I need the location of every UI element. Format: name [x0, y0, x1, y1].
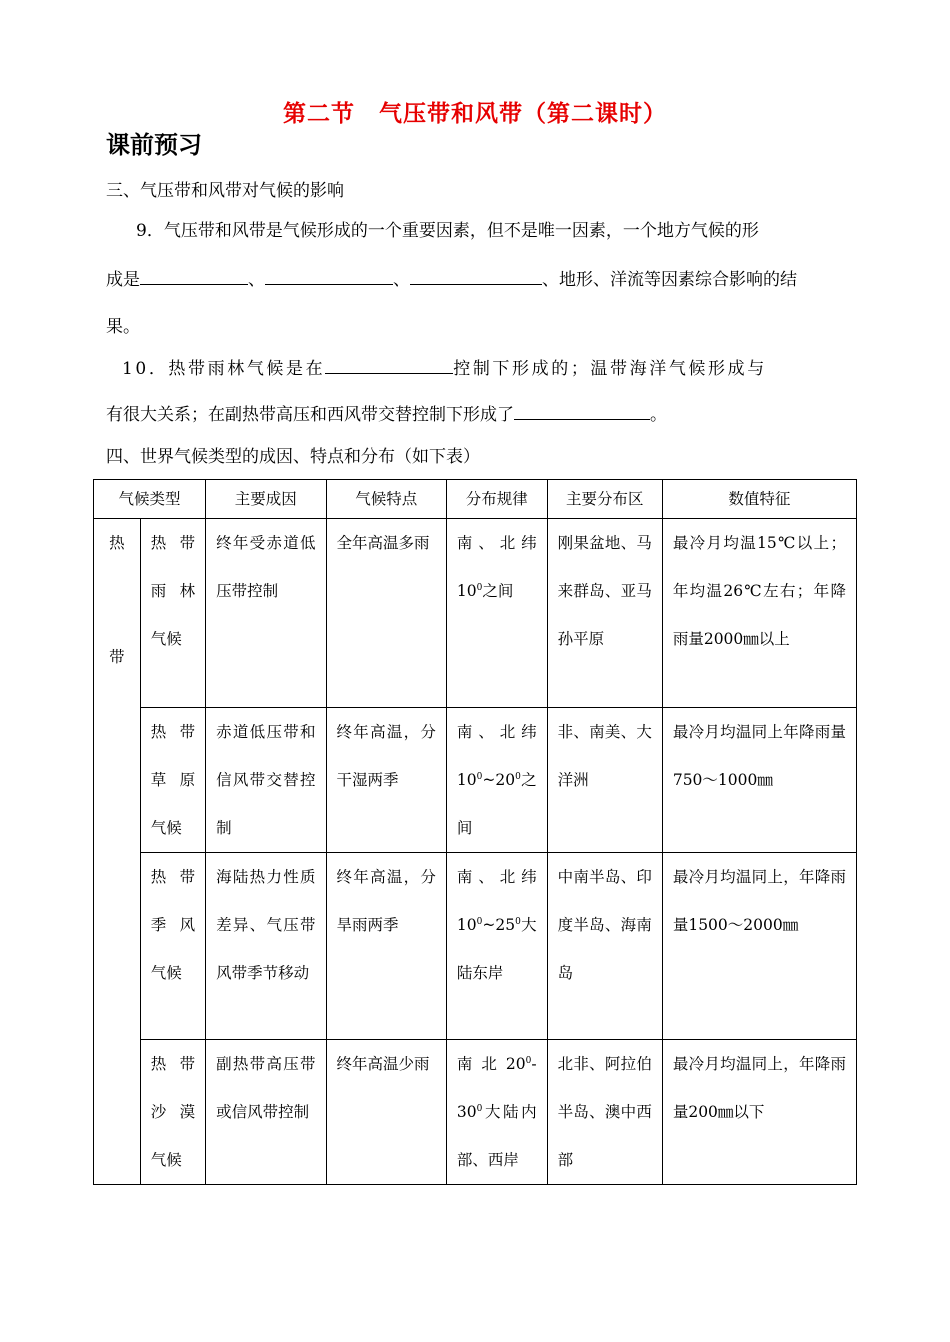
zone-top: 热	[109, 534, 125, 552]
climate-area: 刚果盆地、马来群岛、亚马孙平原	[547, 519, 662, 708]
header-cell: 数值特征	[662, 480, 856, 519]
climate-cause: 副热带高压带或信风带控制	[206, 1040, 326, 1185]
q10-text: 控制下形成的；温带海洋气候形成与	[453, 359, 767, 379]
climate-type: 热带沙漠气候	[140, 1040, 205, 1185]
q10-line1	[122, 354, 767, 379]
climate-law: 南北$20^0-30^0$大陆内部、西岸	[446, 1040, 547, 1185]
climate-value: 最冷月均温同上年降雨量750～1000㎜	[662, 708, 856, 853]
q9-text: 成是	[106, 270, 140, 290]
zone-cell	[94, 519, 141, 1185]
climate-feature: 终年高温，分干湿两季	[326, 708, 446, 853]
section-heading: 课前预习	[106, 131, 202, 159]
table-row	[94, 708, 857, 853]
heading-three: 三、气压带和风带对气候的影响	[106, 181, 344, 201]
zone-bottom: 带	[109, 648, 125, 666]
climate-type: 热带季风气候	[140, 853, 205, 1040]
page-title	[0, 95, 950, 128]
climate-feature: 全年高温多雨	[326, 519, 446, 708]
header-cell: 主要成因	[206, 480, 326, 519]
climate-area: 北非、阿拉伯半岛、澳中西部	[547, 1040, 662, 1185]
q10-blank-2[interactable]	[514, 401, 650, 420]
q9-sep: 、	[248, 270, 265, 290]
q9-line2	[106, 265, 797, 290]
q10-blank-1[interactable]	[325, 355, 453, 374]
climate-area: 中南半岛、印度半岛、海南岛	[547, 853, 662, 1040]
q10-line2	[106, 400, 667, 425]
title-section: 第二节	[283, 101, 355, 127]
climate-type: 热带草原气候	[140, 708, 205, 853]
q9-sep: 、	[393, 270, 410, 290]
q9-blank-2[interactable]	[265, 266, 393, 285]
header-cell: 气候特点	[326, 480, 446, 519]
climate-type: 热带雨林气候	[140, 519, 205, 708]
heading-four: 四、世界气候类型的成因、特点和分布（如下表）	[106, 447, 480, 467]
climate-value: 最冷月均温同上，年降雨量200㎜以下	[662, 1040, 856, 1185]
climate-cause: 赤道低压带和信风带交替控制	[206, 708, 326, 853]
climate-law: 南、北纬$10^0$之间	[446, 519, 547, 708]
climate-table	[93, 479, 857, 1185]
table-row	[94, 853, 857, 1040]
q9-line1: 9．气压带和风带是气候形成的一个重要因素，但不是唯一因素，一个地方气候的形	[136, 221, 759, 241]
q9-blank-3[interactable]	[410, 266, 542, 285]
climate-feature: 终年高温，分旱雨两季	[326, 853, 446, 1040]
climate-value: 最冷月均温同上，年降雨量1500～2000㎜	[662, 853, 856, 1040]
table-row	[94, 519, 857, 708]
table-row	[94, 1040, 857, 1185]
header-cell: 主要分布区	[547, 480, 662, 519]
q10-text: 。	[650, 405, 667, 425]
climate-feature: 终年高温少雨	[326, 1040, 446, 1185]
q10-text: 有很大关系；在副热带高压和西风带交替控制下形成了	[106, 405, 514, 425]
q9-blank-1[interactable]	[140, 266, 248, 285]
title-topic: 气压带和风带（第二课时）	[379, 101, 667, 127]
header-cell: 分布规律	[446, 480, 547, 519]
q9-line3: 果。	[106, 317, 140, 337]
climate-law: 南、北纬$10^0\sim 20^0$之间	[446, 708, 547, 853]
climate-cause: 海陆热力性质差异、气压带风带季节移动	[206, 853, 326, 1040]
q10-text: 10．热带雨林气候是在	[122, 359, 326, 379]
table-header-row	[94, 480, 857, 519]
q9-text: 、地形、洋流等因素综合影响的结	[542, 270, 797, 290]
climate-cause: 终年受赤道低压带控制	[206, 519, 326, 708]
climate-value: 最冷月均温15℃以上；年均温26℃左右；年降雨量2000㎜以上	[662, 519, 856, 708]
climate-law: 南、北纬$10^0\sim 25^0$大陆东岸	[446, 853, 547, 1040]
climate-area: 非、南美、大洋洲	[547, 708, 662, 853]
header-cell: 气候类型	[94, 480, 206, 519]
